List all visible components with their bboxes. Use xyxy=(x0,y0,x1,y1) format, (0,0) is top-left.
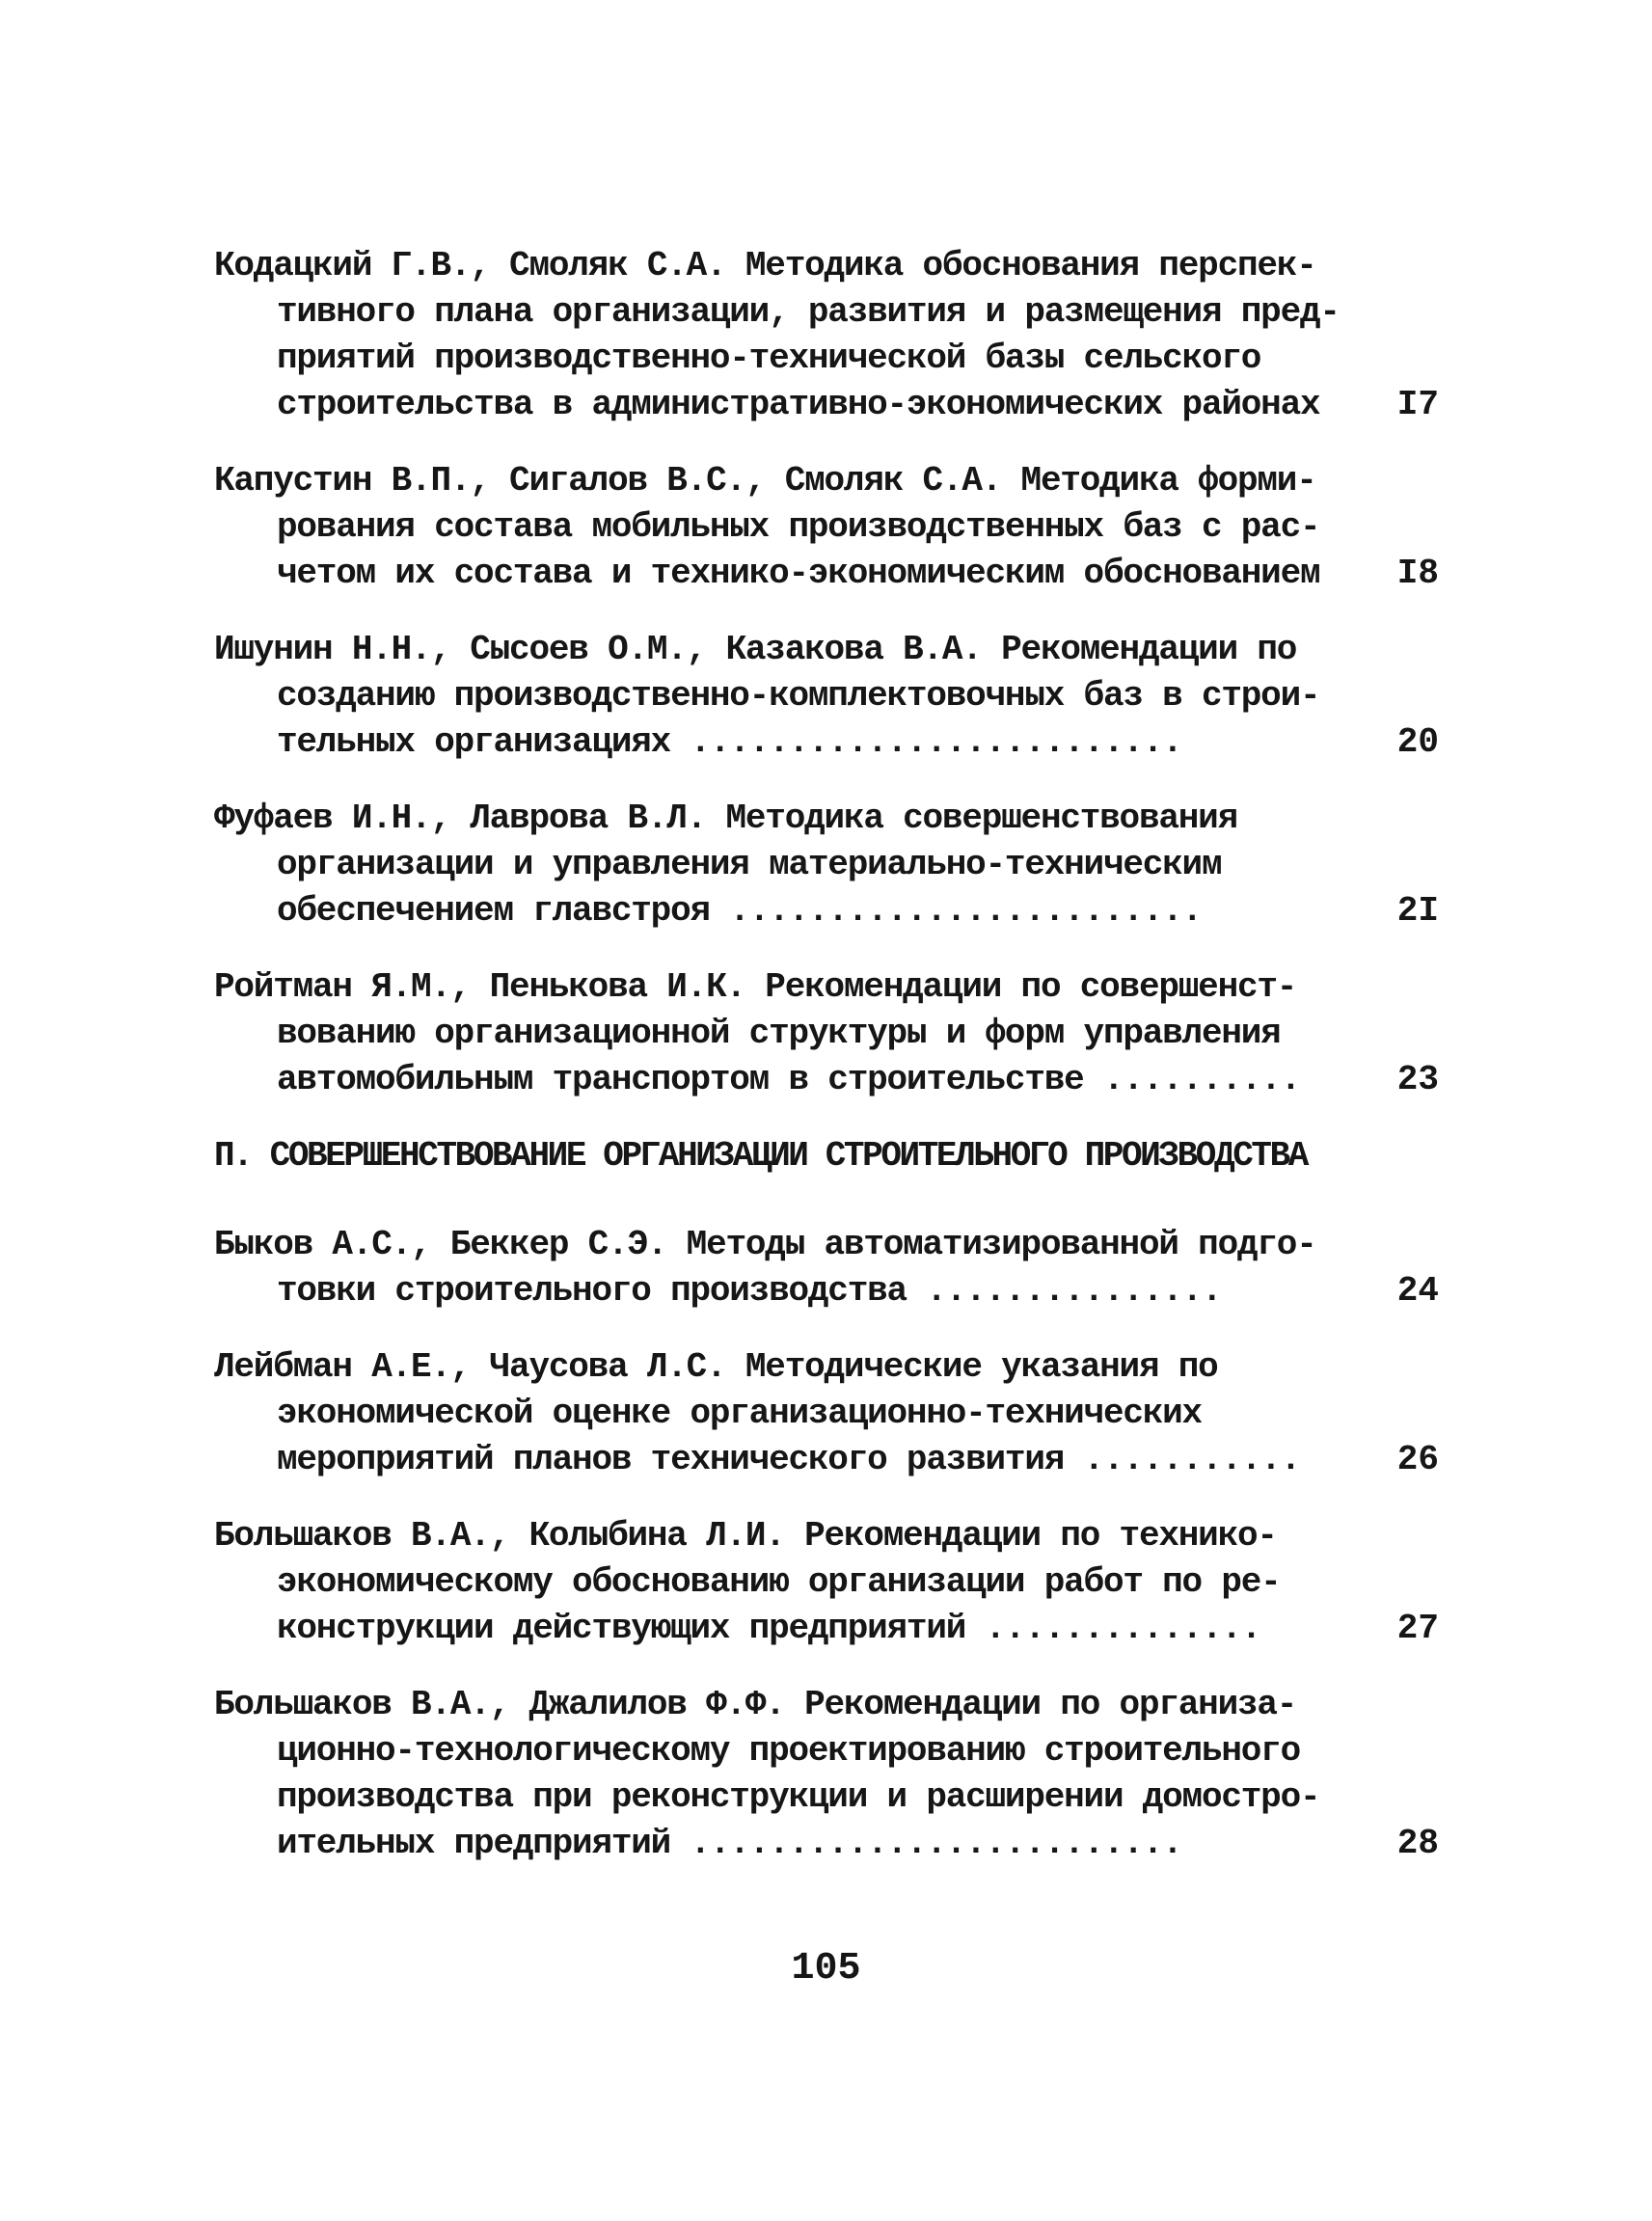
toc-entry xyxy=(214,627,1439,766)
toc-entry-line: экономической оценке организационно-технических xyxy=(277,1394,1202,1433)
toc-page-number: I8 xyxy=(1396,554,1439,593)
toc-entry-line: Лейбман А.Е., Чаусова Л.С. Методические указания по xyxy=(214,1347,1218,1387)
toc-entry-line: тельных организациях ......................... xyxy=(277,722,1182,762)
toc-entry-line: товки строительного производства ............... xyxy=(277,1271,1222,1311)
toc-entry-line: Ройтман Я.М., Пенькова И.К. Рекомендации по совершенст- xyxy=(214,967,1297,1007)
toc-entry-line: мероприятий планов технического развития ........... xyxy=(277,1440,1300,1479)
toc-entry-line: Фуфаев И.Н., Лаврова В.Л. Методика совершенствования xyxy=(214,799,1237,838)
toc-entry-line: Большаков В.А., Колыбина Л.И. Рекомендации по технико- xyxy=(214,1516,1277,1556)
toc-entry-line: четом их состава и технико-экономическим обоснованием xyxy=(277,554,1320,593)
toc-entry-line: ционно-технологическому проектированию строительного xyxy=(277,1731,1300,1771)
toc-page-number: 27 xyxy=(1396,1609,1439,1648)
toc-page-number: I7 xyxy=(1396,385,1439,424)
toc-entry-line: Капустин В.П., Сигалов В.С., Смоляк С.А. Методика форми- xyxy=(214,461,1316,501)
toc-entry-line: созданию производственно-комплектовочных баз в строи- xyxy=(277,676,1320,716)
toc-entry-line: тивного плана организации, развития и размещения пред- xyxy=(277,292,1340,332)
toc-entry-line: организации и управления материально-техническим xyxy=(277,845,1222,884)
toc-entry xyxy=(214,796,1439,934)
toc-entry-line: приятий производственно-технической базы сельского xyxy=(277,339,1261,378)
toc-entry-line: Большаков В.А., Джалилов Ф.Ф. Рекомендации по организа- xyxy=(214,1685,1297,1724)
section-heading: П. СОВЕРШЕНСТВОВАНИЕ ОРГАНИЗАЦИИ СТРОИТЕЛЬНОГО ПРОИЗВОДСТВА xyxy=(214,1136,1308,1176)
toc-entry-line: Ишунин Н.Н., Сысоев О.М., Казакова В.А. Рекомендации по xyxy=(214,630,1297,669)
toc-entry-line: конструкции действующих предприятий .............. xyxy=(277,1609,1261,1648)
toc-page-number: 26 xyxy=(1396,1440,1439,1479)
toc-entry-line: обеспечением главстроя ........................ xyxy=(277,891,1202,931)
toc-entry-line: вованию организационной структуры и форм управления xyxy=(277,1014,1281,1053)
toc-page-number: 23 xyxy=(1396,1060,1439,1099)
toc-entry-line: Быков А.С., Беккер С.Э. Методы автоматизированной подго- xyxy=(214,1225,1316,1264)
toc-entry xyxy=(214,964,1439,1103)
table-of-contents xyxy=(214,243,1439,1897)
toc-page-number: 2I xyxy=(1396,891,1439,931)
toc-entry xyxy=(214,1222,1439,1314)
toc-entry-line: ительных предприятий ......................... xyxy=(277,1824,1182,1863)
page-number-footer: 105 xyxy=(791,1947,861,1991)
toc-entry xyxy=(214,243,1439,428)
toc-entry xyxy=(214,1344,1439,1483)
toc-entry xyxy=(214,1682,1439,1867)
toc-entry-line: рования состава мобильных производственных баз с рас- xyxy=(277,507,1320,547)
toc-entry-line: производства при реконструкции и расширении домостро- xyxy=(277,1777,1320,1817)
toc-entry xyxy=(214,1513,1439,1652)
toc-page-number: 28 xyxy=(1396,1824,1439,1863)
toc-page-number: 20 xyxy=(1396,722,1439,762)
toc-entry-line: экономическому обоснованию организации работ по ре- xyxy=(277,1562,1281,1602)
toc-entry-line: строительства в административно-экономических районах xyxy=(277,385,1320,424)
toc-entry-line: автомобильным транспортом в строительстве .......... xyxy=(277,1060,1300,1099)
toc-entry xyxy=(214,458,1439,597)
toc-page-number: 24 xyxy=(1396,1271,1439,1311)
toc-entry-line: Кодацкий Г.В., Смоляк С.А. Методика обоснования перспек- xyxy=(214,246,1316,285)
